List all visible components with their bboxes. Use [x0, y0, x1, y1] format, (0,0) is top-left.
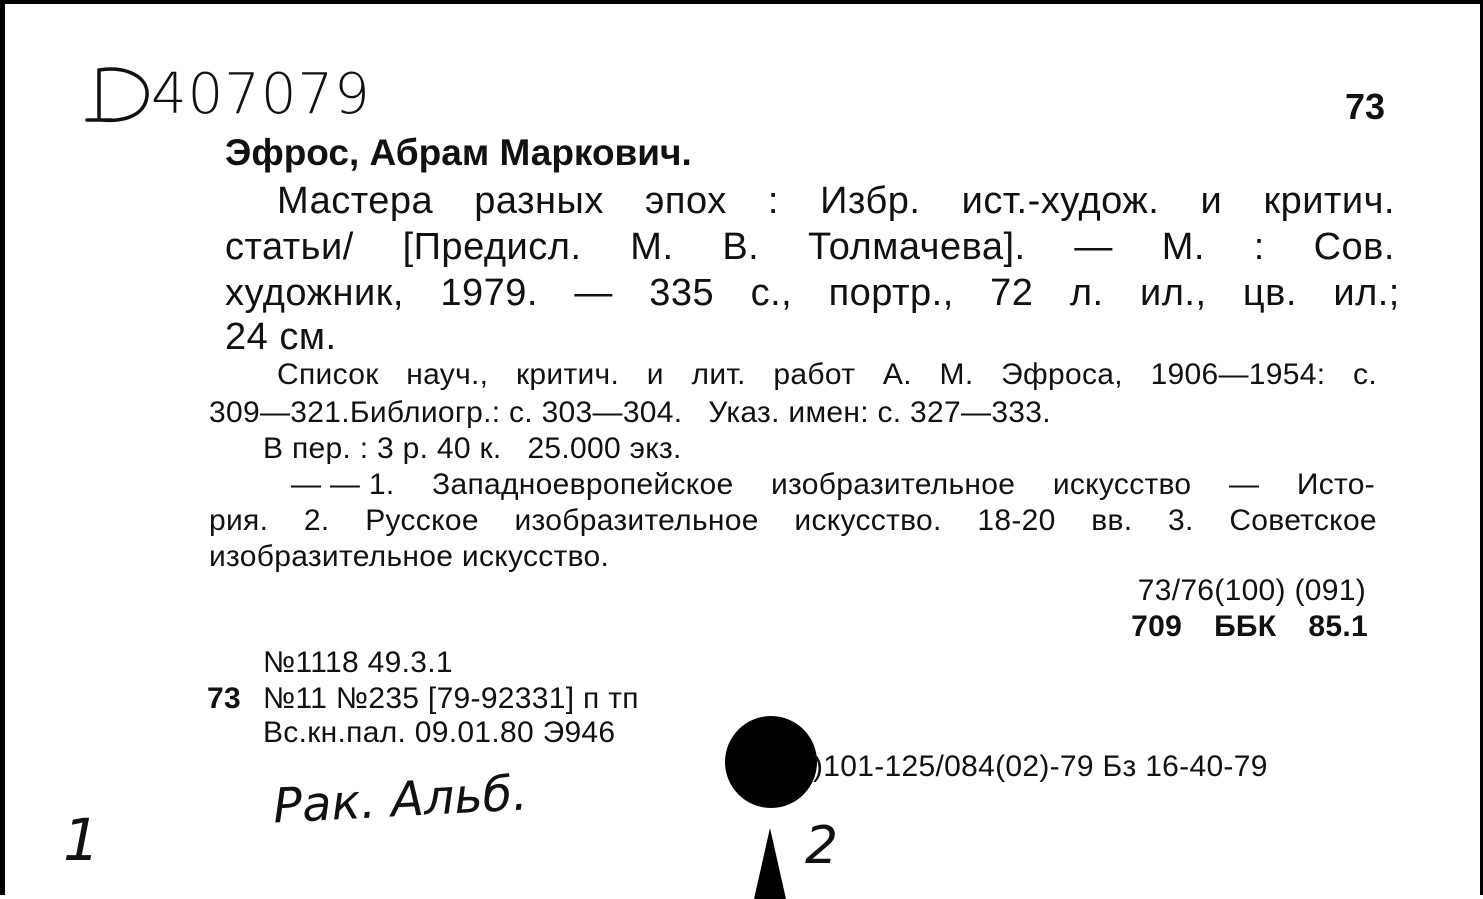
handwritten-note: Рак. Альб.	[271, 765, 529, 835]
word: — — 1.	[291, 468, 395, 501]
word: М.	[1161, 226, 1205, 268]
word: :	[1253, 226, 1265, 268]
word: с.	[1353, 358, 1377, 391]
word: статьи/	[225, 226, 354, 268]
word: художник,	[225, 272, 404, 314]
word: 18-20	[977, 504, 1056, 537]
word: 709	[1131, 610, 1183, 643]
bottom-wedge-mark	[750, 828, 790, 899]
word: 72	[990, 272, 1034, 314]
title-line-4: 24 см.	[225, 316, 337, 358]
word: Русское	[365, 504, 479, 537]
title-line-1	[277, 180, 1395, 223]
handwritten-d-mark	[77, 62, 157, 130]
word: лит.	[691, 358, 746, 391]
class-number-top: 73	[1345, 86, 1386, 127]
udc-line: 73/76(100) (091)	[1137, 574, 1366, 607]
word: цв.	[1242, 272, 1297, 314]
word: вв.	[1091, 504, 1133, 537]
word: рия.	[209, 504, 269, 537]
word: М.	[630, 226, 674, 268]
word: портр.,	[828, 272, 954, 314]
notes-line-2: 309—321.Библиогр.: с. 303—304. Указ. имен: с. 327—333.	[209, 396, 1051, 429]
handwritten-number-2: 2	[805, 816, 839, 876]
word: Западноевропейское	[432, 468, 734, 501]
word: 1979.	[440, 272, 538, 314]
word: науч.,	[406, 358, 489, 391]
word: изобразительное	[514, 504, 759, 537]
word: Советское	[1229, 504, 1377, 537]
title-line-3	[225, 272, 1400, 315]
punch-hole	[725, 716, 817, 808]
author-heading: Эфрос, Абрам Маркович.	[225, 132, 692, 173]
word: Сов.	[1313, 226, 1395, 268]
word: Эфроса,	[1001, 358, 1123, 391]
word: —	[574, 272, 613, 314]
notes-line-1	[277, 358, 1377, 392]
word: А.	[882, 358, 912, 391]
word: —	[1228, 468, 1260, 501]
word: Исто-	[1296, 468, 1375, 501]
word: искусство.	[794, 504, 942, 537]
word: 2.	[303, 504, 330, 537]
word: эпох	[645, 180, 727, 222]
word: и	[1200, 180, 1223, 222]
subject-line-2	[209, 504, 1377, 538]
word: работ	[773, 358, 856, 391]
word: ист.-худож.	[961, 180, 1160, 222]
word: 3.	[1168, 504, 1194, 537]
code-line: )101-125/084(02)-79 Бз 16-40-79	[813, 750, 1268, 783]
word: :	[767, 180, 779, 222]
word: [Предисл.	[402, 226, 582, 268]
word: Мастера	[277, 180, 434, 222]
accession-prefix: 73	[207, 682, 241, 715]
word: ББК	[1214, 610, 1277, 643]
word: разных	[474, 180, 604, 222]
title-line-2	[225, 226, 1395, 269]
bbk-line	[1131, 610, 1368, 644]
word: Список	[277, 358, 379, 391]
word: М.	[939, 358, 974, 391]
price-line: В пер. : 3 р. 40 к. 25.000 экз.	[263, 432, 682, 465]
subject-line-3: изобразительное искусство.	[209, 540, 610, 573]
word: Избр.	[820, 180, 921, 222]
call-number: 407079	[151, 62, 371, 127]
accession-number: №1118 49.3.1	[263, 646, 453, 679]
word: ил.,	[1140, 272, 1207, 314]
word: 335	[649, 272, 715, 314]
word: и	[646, 358, 664, 391]
word: 85.1	[1308, 610, 1368, 643]
book-chamber-line: Вс.кн.пал. 09.01.80 Э946	[263, 716, 616, 749]
word: —	[1074, 226, 1113, 268]
word: с.,	[750, 272, 793, 314]
accession-line: №11 №235 [79-92331] п тп	[263, 682, 639, 715]
handwritten-number-1: 1	[63, 806, 100, 874]
word: искусство	[1052, 468, 1192, 501]
subject-line-1	[291, 468, 1375, 502]
word: критич.	[1263, 180, 1395, 222]
word: изобразительное	[771, 468, 1016, 501]
word: 1906—1954:	[1150, 358, 1326, 391]
word: Толмачева].	[808, 226, 1026, 268]
word: ил.;	[1333, 272, 1400, 314]
word: критич.	[515, 358, 620, 391]
word: л.	[1069, 272, 1104, 314]
word: В.	[722, 226, 760, 268]
